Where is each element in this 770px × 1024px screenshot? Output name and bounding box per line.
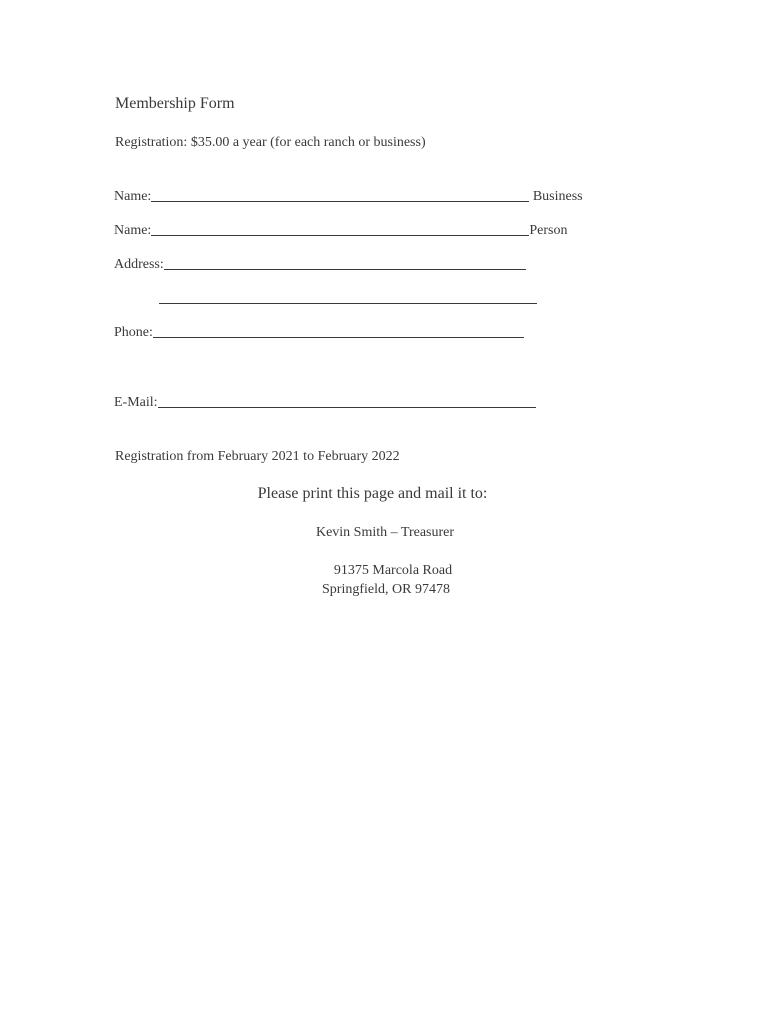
email-row [114,393,536,412]
phone-label: Phone: [114,325,153,340]
person-name-label: Name: [114,223,152,238]
phone-row [114,323,524,342]
address-row-2 [159,289,537,308]
registration-fee: Registration: $35.00 a year (for each ranch or business) [115,135,426,150]
registration-period: Registration from February 2021 to February 2022 [115,449,400,464]
phone-field[interactable] [153,323,524,338]
email-label: E-Mail: [114,395,158,410]
person-label: Person [529,223,568,238]
address-field-line-1[interactable] [164,255,526,270]
business-name-label: Name: [114,189,152,204]
person-name-row [114,221,567,240]
recipient-city: Springfield, OR 97478 [322,582,450,597]
person-name-field[interactable] [151,221,529,236]
address-row [114,255,526,274]
recipient-street: 91375 Marcola Road [333,563,453,578]
business-name-row [114,187,583,206]
mail-instructions: Please print this page and mail it to: [257,485,488,502]
address-label: Address: [114,257,164,272]
page-title: Membership Form [115,95,235,112]
email-field[interactable] [158,393,536,408]
address-field-line-2[interactable] [159,289,537,304]
business-label: Business [529,189,583,204]
recipient-name: Kevin Smith – Treasurer [315,525,455,540]
business-name-field[interactable] [151,187,529,202]
